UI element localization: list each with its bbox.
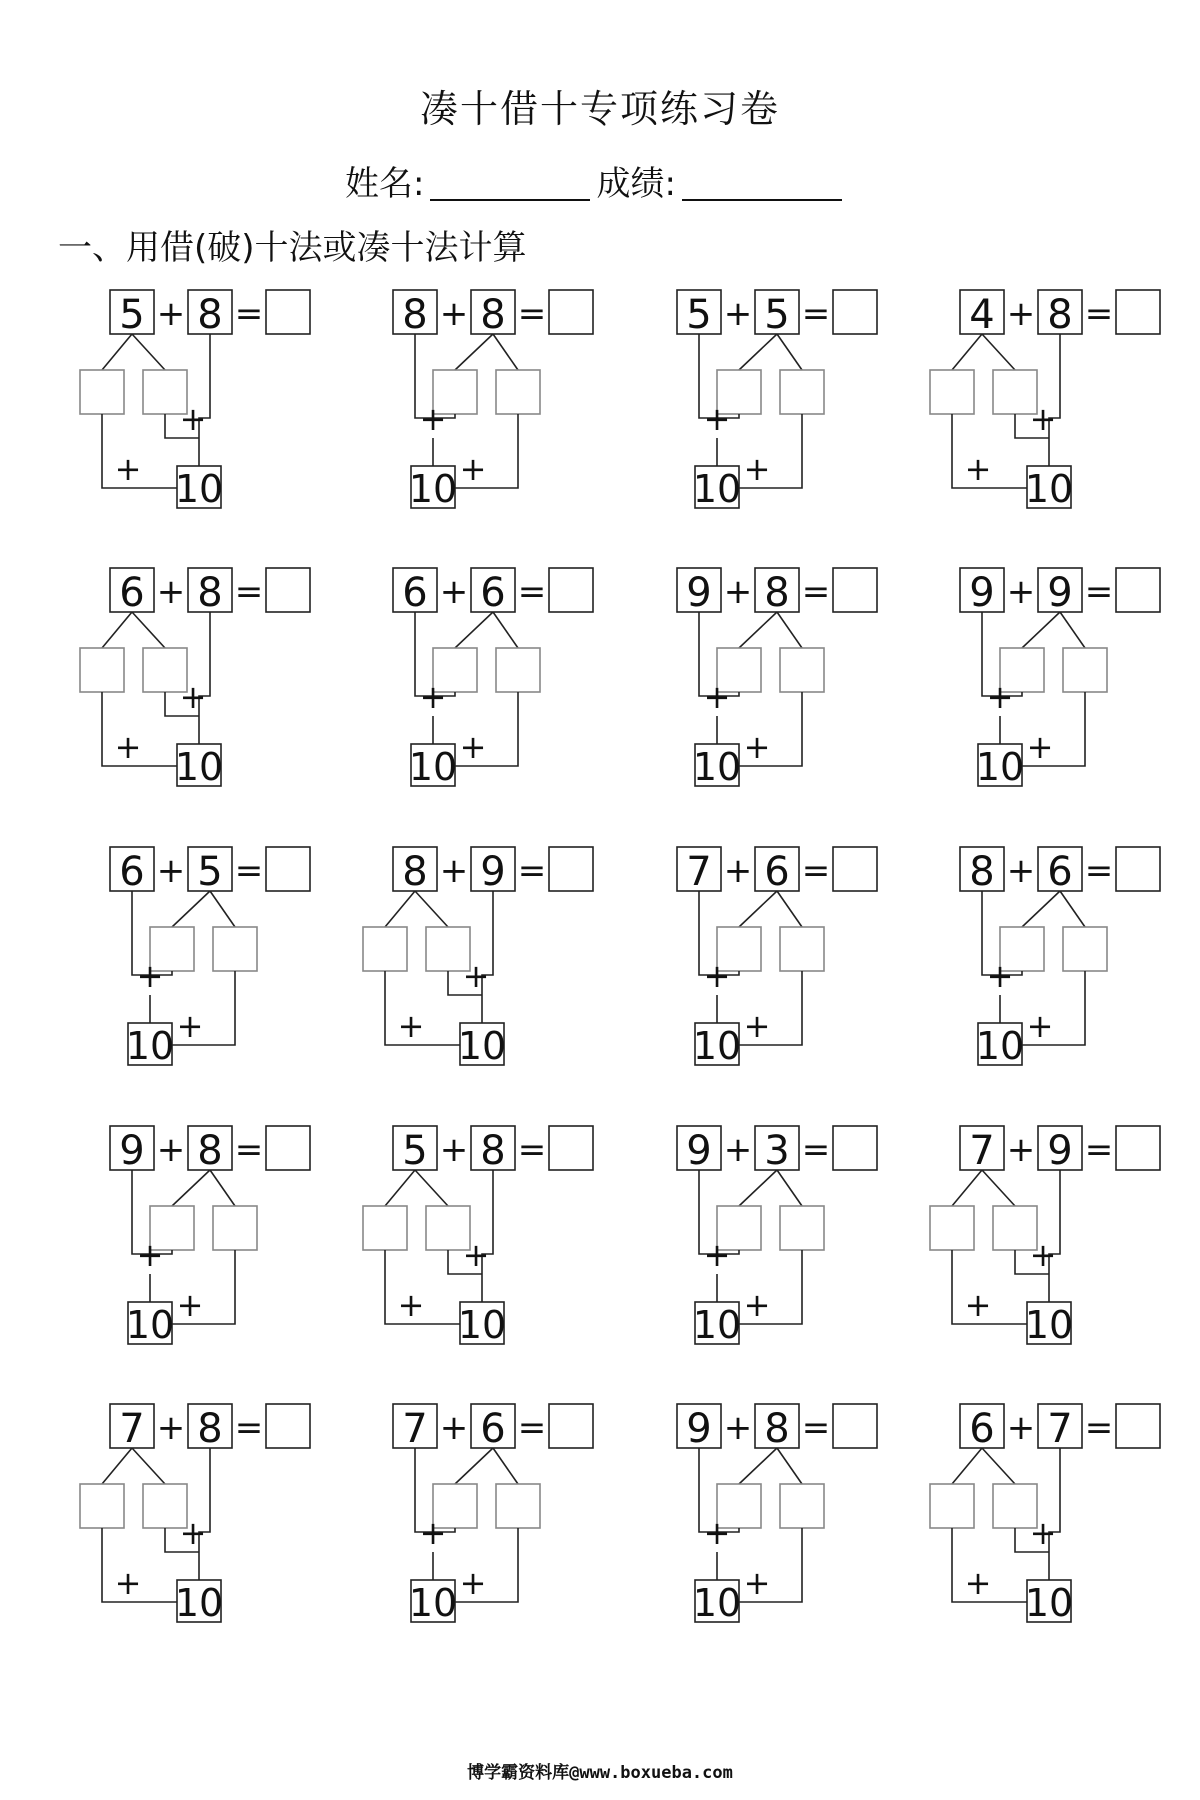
operand-b: 8 — [1047, 292, 1073, 338]
split-part-box[interactable] — [930, 370, 974, 414]
operand-a: 4 — [969, 292, 995, 338]
ten-label: 10 — [975, 745, 1025, 789]
connector-line — [210, 1170, 235, 1206]
answer-box[interactable] — [833, 847, 877, 891]
ten-label: 10 — [174, 467, 224, 511]
operand-b: 8 — [197, 1406, 223, 1452]
connector-line — [952, 1170, 982, 1206]
ten-label: 10 — [1024, 1581, 1074, 1625]
operand-b: 9 — [1047, 570, 1073, 616]
plus-sign: + — [462, 1236, 490, 1274]
plus-sign: + — [723, 572, 753, 612]
connector-line — [455, 334, 493, 370]
problem-1 — [80, 290, 310, 511]
plus-sign: + — [179, 678, 207, 716]
plus-sign: + — [459, 450, 487, 488]
operand-b: 7 — [1047, 1406, 1073, 1452]
split-part-box[interactable] — [1063, 927, 1107, 971]
plus-sign: + — [439, 1130, 469, 1170]
connector-line — [1060, 612, 1085, 648]
connector-line — [777, 612, 802, 648]
operand-a: 7 — [969, 1128, 995, 1174]
split-part-box[interactable] — [363, 927, 407, 971]
ten-label: 10 — [692, 745, 742, 789]
ten-label: 10 — [408, 745, 458, 789]
plus-sign: + — [1026, 728, 1054, 766]
answer-box[interactable] — [833, 568, 877, 612]
problem-19 — [677, 1404, 877, 1625]
split-part-box[interactable] — [496, 370, 540, 414]
connector-line — [102, 1448, 132, 1484]
operand-a: 6 — [119, 570, 145, 616]
plus-sign: + — [703, 1514, 731, 1552]
plus-sign: + — [397, 1007, 425, 1045]
ten-label: 10 — [408, 467, 458, 511]
problem-9 — [110, 847, 310, 1068]
connector-line — [455, 1448, 493, 1484]
equals-sign: = — [234, 851, 264, 891]
problem-14 — [363, 1126, 593, 1347]
connector-line — [172, 1170, 210, 1206]
connector-line — [739, 334, 777, 370]
ten-label: 10 — [692, 1024, 742, 1068]
plus-sign: + — [156, 1130, 186, 1170]
connector-line — [102, 334, 132, 370]
operand-b: 8 — [197, 1128, 223, 1174]
plus-sign: + — [459, 1564, 487, 1602]
answer-box[interactable] — [266, 568, 310, 612]
split-part-box[interactable] — [80, 370, 124, 414]
operand-b: 6 — [1047, 849, 1073, 895]
plus-sign: + — [743, 1007, 771, 1045]
plus-sign: + — [114, 450, 142, 488]
answer-box[interactable] — [266, 290, 310, 334]
problem-5 — [80, 568, 310, 789]
connector-line — [777, 334, 802, 370]
plus-sign: + — [156, 851, 186, 891]
answer-box[interactable] — [1116, 847, 1160, 891]
operand-b: 6 — [480, 1406, 506, 1452]
plus-sign: + — [1006, 294, 1036, 334]
plus-sign: + — [1006, 1408, 1036, 1448]
split-part-box[interactable] — [780, 648, 824, 692]
problem-11 — [677, 847, 877, 1068]
operand-a: 8 — [969, 849, 995, 895]
equals-sign: = — [1084, 572, 1114, 612]
operand-a: 9 — [686, 570, 712, 616]
problem-7 — [677, 568, 877, 789]
equals-sign: = — [1084, 851, 1114, 891]
operand-a: 6 — [969, 1406, 995, 1452]
answer-box[interactable] — [833, 290, 877, 334]
operand-b: 9 — [480, 849, 506, 895]
operand-a: 7 — [119, 1406, 145, 1452]
split-part-box[interactable] — [363, 1206, 407, 1250]
plus-sign: + — [176, 1007, 204, 1045]
connector-line — [777, 891, 802, 927]
plus-sign: + — [723, 851, 753, 891]
answer-box[interactable] — [1116, 1404, 1160, 1448]
operand-a: 5 — [686, 292, 712, 338]
connector-line — [1022, 891, 1060, 927]
problem-3 — [677, 290, 877, 511]
equals-sign: = — [801, 851, 831, 891]
plus-sign: + — [136, 957, 164, 995]
plus-sign: + — [176, 1286, 204, 1324]
connector-line — [102, 612, 132, 648]
problem-4 — [930, 290, 1160, 511]
split-part-box[interactable] — [930, 1484, 974, 1528]
split-part-box[interactable] — [780, 927, 824, 971]
plus-sign: + — [743, 1286, 771, 1324]
plus-sign: + — [1029, 1236, 1057, 1274]
problem-2 — [393, 290, 593, 511]
plus-sign: + — [1006, 572, 1036, 612]
plus-sign: + — [439, 572, 469, 612]
operand-a: 7 — [686, 849, 712, 895]
split-part-box[interactable] — [930, 1206, 974, 1250]
equals-sign: = — [801, 1130, 831, 1170]
equals-sign: = — [234, 294, 264, 334]
connector-line — [1060, 891, 1085, 927]
plus-sign: + — [964, 1286, 992, 1324]
plus-sign: + — [986, 957, 1014, 995]
split-part-box[interactable] — [213, 927, 257, 971]
connector-line — [455, 612, 493, 648]
equals-sign: = — [234, 1408, 264, 1448]
operand-a: 9 — [686, 1128, 712, 1174]
answer-box[interactable] — [549, 1404, 593, 1448]
operand-b: 9 — [1047, 1128, 1073, 1174]
operand-a: 8 — [402, 292, 428, 338]
plus-sign: + — [1029, 1514, 1057, 1552]
equals-sign: = — [1084, 1408, 1114, 1448]
plus-sign: + — [703, 1236, 731, 1274]
answer-box[interactable] — [833, 1404, 877, 1448]
problem-16 — [930, 1126, 1160, 1347]
answer-box[interactable] — [833, 1126, 877, 1170]
operand-a: 9 — [119, 1128, 145, 1174]
connector-line — [982, 334, 1015, 370]
plus-sign: + — [1029, 400, 1057, 438]
plus-sign: + — [114, 728, 142, 766]
operand-b: 6 — [764, 849, 790, 895]
problem-15 — [677, 1126, 877, 1347]
split-part-box[interactable] — [496, 648, 540, 692]
plus-sign: + — [439, 294, 469, 334]
ten-label: 10 — [174, 745, 224, 789]
connector-line — [952, 1448, 982, 1484]
ten-label: 10 — [125, 1024, 175, 1068]
operand-a: 8 — [402, 849, 428, 895]
plus-sign: + — [743, 728, 771, 766]
operand-b: 8 — [197, 292, 223, 338]
ten-label: 10 — [975, 1024, 1025, 1068]
operand-a: 5 — [119, 292, 145, 338]
split-part-box[interactable] — [780, 370, 824, 414]
footer-watermark: 博学霸资料库@www.boxueba.com — [467, 1763, 733, 1783]
connector-line — [132, 1448, 165, 1484]
plus-sign: + — [419, 1514, 447, 1552]
connector-line — [172, 891, 210, 927]
problem-8 — [960, 568, 1160, 789]
problem-18 — [393, 1404, 593, 1625]
ten-label: 10 — [457, 1024, 507, 1068]
connector-line — [739, 891, 777, 927]
section-title: 一、用借(破)十法或凑十法计算 — [58, 228, 527, 268]
ten-label: 10 — [1024, 1303, 1074, 1347]
connector-line — [415, 1170, 448, 1206]
answer-box[interactable] — [1116, 290, 1160, 334]
equals-sign: = — [517, 1408, 547, 1448]
equals-sign: = — [801, 572, 831, 612]
connector-line — [493, 612, 518, 648]
connector-line — [493, 334, 518, 370]
equals-sign: = — [234, 1130, 264, 1170]
answer-box[interactable] — [1116, 1126, 1160, 1170]
split-part-box[interactable] — [1063, 648, 1107, 692]
operand-a: 7 — [402, 1406, 428, 1452]
problem-6 — [393, 568, 593, 789]
operand-b: 8 — [197, 570, 223, 616]
answer-box[interactable] — [266, 1126, 310, 1170]
plus-sign: + — [964, 1564, 992, 1602]
plus-sign: + — [964, 450, 992, 488]
problem-13 — [110, 1126, 310, 1347]
connector-line — [1022, 612, 1060, 648]
plus-sign: + — [156, 572, 186, 612]
equals-sign: = — [1084, 1130, 1114, 1170]
connector-line — [739, 612, 777, 648]
plus-sign: + — [703, 400, 731, 438]
split-part-box[interactable] — [496, 1484, 540, 1528]
connector-line — [132, 334, 165, 370]
ten-label: 10 — [692, 1303, 742, 1347]
operand-a: 9 — [969, 570, 995, 616]
plus-sign: + — [179, 400, 207, 438]
plus-sign: + — [439, 851, 469, 891]
plus-sign: + — [723, 294, 753, 334]
problem-20 — [930, 1404, 1160, 1625]
plus-sign: + — [459, 728, 487, 766]
operand-b: 8 — [764, 570, 790, 616]
answer-box[interactable] — [549, 1126, 593, 1170]
plus-sign: + — [419, 400, 447, 438]
connector-line — [132, 612, 165, 648]
connector-line — [982, 1170, 1015, 1206]
connector-line — [739, 1170, 777, 1206]
problem-12 — [960, 847, 1160, 1068]
equals-sign: = — [517, 1130, 547, 1170]
ten-label: 10 — [1024, 467, 1074, 511]
equals-sign: = — [1084, 294, 1114, 334]
ten-label: 10 — [408, 1581, 458, 1625]
plus-sign: + — [703, 678, 731, 716]
operand-b: 8 — [480, 1128, 506, 1174]
plus-sign: + — [179, 1514, 207, 1552]
split-part-box[interactable] — [780, 1484, 824, 1528]
plus-sign: + — [439, 1408, 469, 1448]
split-part-box[interactable] — [213, 1206, 257, 1250]
connector-line — [415, 891, 448, 927]
page-title: 凑十借十专项练习卷 — [419, 87, 780, 131]
answer-box[interactable] — [266, 847, 310, 891]
plus-sign: + — [1006, 851, 1036, 891]
plus-sign: + — [462, 957, 490, 995]
answer-box[interactable] — [549, 847, 593, 891]
split-part-box[interactable] — [80, 1484, 124, 1528]
operand-b: 8 — [764, 1406, 790, 1452]
ten-label: 10 — [692, 1581, 742, 1625]
plus-sign: + — [723, 1130, 753, 1170]
operand-a: 6 — [119, 849, 145, 895]
plus-sign: + — [136, 1236, 164, 1274]
plus-sign: + — [1006, 1130, 1036, 1170]
ten-label: 10 — [692, 467, 742, 511]
operand-b: 3 — [764, 1128, 790, 1174]
operand-a: 6 — [402, 570, 428, 616]
connector-line — [777, 1170, 802, 1206]
operand-b: 6 — [480, 570, 506, 616]
operand-b: 8 — [480, 292, 506, 338]
operand-b: 5 — [764, 292, 790, 338]
plus-sign: + — [156, 1408, 186, 1448]
connector-line — [982, 1448, 1015, 1484]
equals-sign: = — [801, 294, 831, 334]
equals-sign: = — [517, 851, 547, 891]
problem-10 — [363, 847, 593, 1068]
connector-line — [385, 891, 415, 927]
operand-a: 5 — [402, 1128, 428, 1174]
answer-box[interactable] — [549, 568, 593, 612]
answer-box[interactable] — [266, 1404, 310, 1448]
plus-sign: + — [723, 1408, 753, 1448]
plus-sign: + — [986, 678, 1014, 716]
equals-sign: = — [801, 1408, 831, 1448]
operand-b: 5 — [197, 849, 223, 895]
problem-17 — [80, 1404, 310, 1625]
operand-a: 9 — [686, 1406, 712, 1452]
plus-sign: + — [419, 678, 447, 716]
plus-sign: + — [397, 1286, 425, 1324]
equals-sign: = — [234, 572, 264, 612]
connector-line — [210, 891, 235, 927]
connector-line — [952, 334, 982, 370]
equals-sign: = — [517, 572, 547, 612]
plus-sign: + — [743, 1564, 771, 1602]
connector-line — [777, 1448, 802, 1484]
plus-sign: + — [743, 450, 771, 488]
answer-box[interactable] — [549, 290, 593, 334]
name-label: 姓名: — [345, 164, 425, 204]
plus-sign: + — [703, 957, 731, 995]
split-part-box[interactable] — [80, 648, 124, 692]
split-part-box[interactable] — [780, 1206, 824, 1250]
plus-sign: + — [156, 294, 186, 334]
connector-line — [493, 1448, 518, 1484]
equals-sign: = — [517, 294, 547, 334]
connector-line — [739, 1448, 777, 1484]
ten-label: 10 — [174, 1581, 224, 1625]
plus-sign: + — [1026, 1007, 1054, 1045]
plus-sign: + — [114, 1564, 142, 1602]
connector-line — [385, 1170, 415, 1206]
answer-box[interactable] — [1116, 568, 1160, 612]
ten-label: 10 — [457, 1303, 507, 1347]
score-label: 成绩: — [596, 164, 676, 204]
ten-label: 10 — [125, 1303, 175, 1347]
